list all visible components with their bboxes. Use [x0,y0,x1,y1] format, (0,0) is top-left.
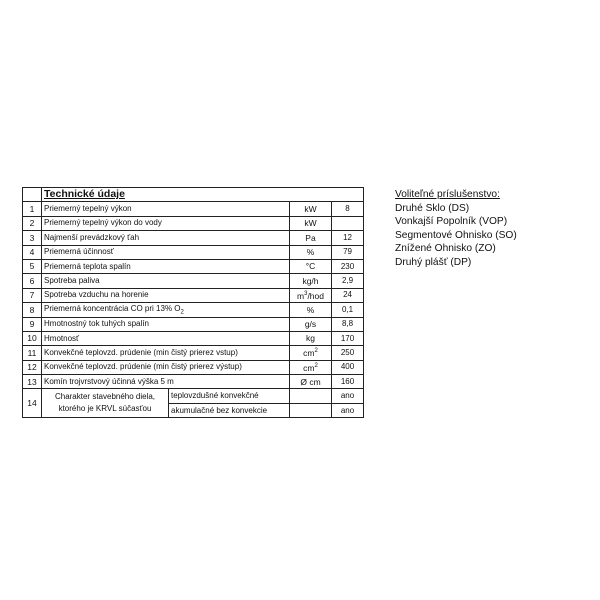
row-value: 8,8 [332,317,364,331]
table-row [23,375,364,389]
unit-tail: /hod [307,290,324,301]
row-value: 230 [332,259,364,273]
row-unit: % [290,245,332,259]
table-row-14-top [23,389,364,403]
row-number: 11 [23,346,42,360]
accessory-item: Druhé Sklo (DS) [395,202,470,214]
row-unit: kW [290,202,332,216]
structure-type-convective: teplovzdušné konvekčné [169,389,290,403]
row-unit: kg [290,331,332,345]
row-value: ano [332,403,364,417]
row-label: Priemerná teplota spalín [42,259,290,273]
row-value: 160 [332,375,364,389]
accessory-item: Segmentové Ohnisko (SO) [395,229,517,241]
unit-main: cm [303,348,315,359]
row-number: 7 [23,288,42,302]
table-title: Technické údaje [42,188,364,202]
row-unit: kW [290,216,332,230]
title-number-cell [23,188,42,202]
table-row [23,331,364,345]
row-label: Hmotnosť [42,331,290,345]
row-number: 9 [23,317,42,331]
row-unit [290,360,332,374]
row-value: 79 [332,245,364,259]
row-label: Spotreba vzduchu na horenie [42,288,290,302]
table-row [23,317,364,331]
row-value: 400 [332,360,364,374]
row-label: Najmenší prevádzkový ťah [42,231,290,245]
row-label: Konvekčné teplovzd. prúdenie (min čistý prierez výstup) [42,360,290,374]
row-value: 170 [332,331,364,345]
accessories-heading: Voliteľné príslušenstvo: [395,189,500,200]
row-unit: g/s [290,317,332,331]
table-row [23,245,364,259]
row-unit: Ø cm [290,375,332,389]
row-number: 8 [23,303,42,317]
row-unit: Pa [290,231,332,245]
row-unit: °C [290,259,332,273]
structure-type-accumulation: akumulačné bez konvekcie [169,403,290,417]
table-row [23,360,364,374]
row-number: 12 [23,360,42,374]
table-row [23,231,364,245]
table-row [23,274,364,288]
row-unit-empty [290,389,332,403]
row-label: Spotreba paliva [42,274,290,288]
technical-data-table [22,187,364,418]
structure-character-label [42,389,169,418]
row-value: 8 [332,202,364,216]
label-subscript: 2 [180,309,184,316]
unit-main: cm [303,362,315,373]
row-value: ano [332,389,364,403]
row-number: 5 [23,259,42,273]
table-row [23,259,364,273]
structure-label-line-1: Charakter stavebného diela, [54,392,156,402]
structure-label-line-2: ktorého je KRVL súčasťou [58,404,152,414]
row-unit: kg/h [290,274,332,288]
row-label [42,303,290,317]
row-number: 4 [23,245,42,259]
row-number: 2 [23,216,42,230]
accessory-item: Druhý plášť (DP) [395,256,472,268]
table-title-row [23,188,364,202]
row-label: Priemerná účinnosť [42,245,290,259]
row-number: 1 [23,202,42,216]
row-value: 0,1 [332,303,364,317]
unit-superscript: 2 [314,362,318,369]
row-unit-empty [290,403,332,417]
row-value: 24 [332,288,364,302]
unit-main: m [297,290,305,301]
row-label: Priemerný tepelný výkon do vody [42,216,290,230]
row-number: 3 [23,231,42,245]
row-label: Priemerný tepelný výkon [42,202,290,216]
row-label: Konvekčné teplovzd. prúdenie (min čistý prierez vstup) [42,346,290,360]
optional-accessories [395,188,517,269]
table-row [23,202,364,216]
row-number: 10 [23,331,42,345]
unit-superscript: 3 [304,290,308,297]
row-value [332,216,364,230]
unit-superscript: 2 [314,348,318,355]
row-unit [290,346,332,360]
table-row [23,288,364,302]
row-number: 13 [23,375,42,389]
row-value: 250 [332,346,364,360]
accessory-item: Vonkajší Popolník (VOP) [395,216,508,227]
accessory-item: Znížené Ohnisko (ZO) [395,243,496,254]
row-value: 2,9 [332,274,364,288]
table-row [23,346,364,360]
row-unit: % [290,303,332,317]
label-main: Priemerná koncentrácia CO pri 13% O [44,303,181,313]
row-label: Komín trojvrstvový účinná výška 5 m [42,375,290,389]
row-label: Hmotnostný tok tuhých spalín [42,317,290,331]
row-number: 14 [23,389,42,418]
row-number: 6 [23,274,42,288]
row-value: 12 [332,231,364,245]
table-row [23,303,364,317]
table-row [23,216,364,230]
row-unit [290,288,332,302]
